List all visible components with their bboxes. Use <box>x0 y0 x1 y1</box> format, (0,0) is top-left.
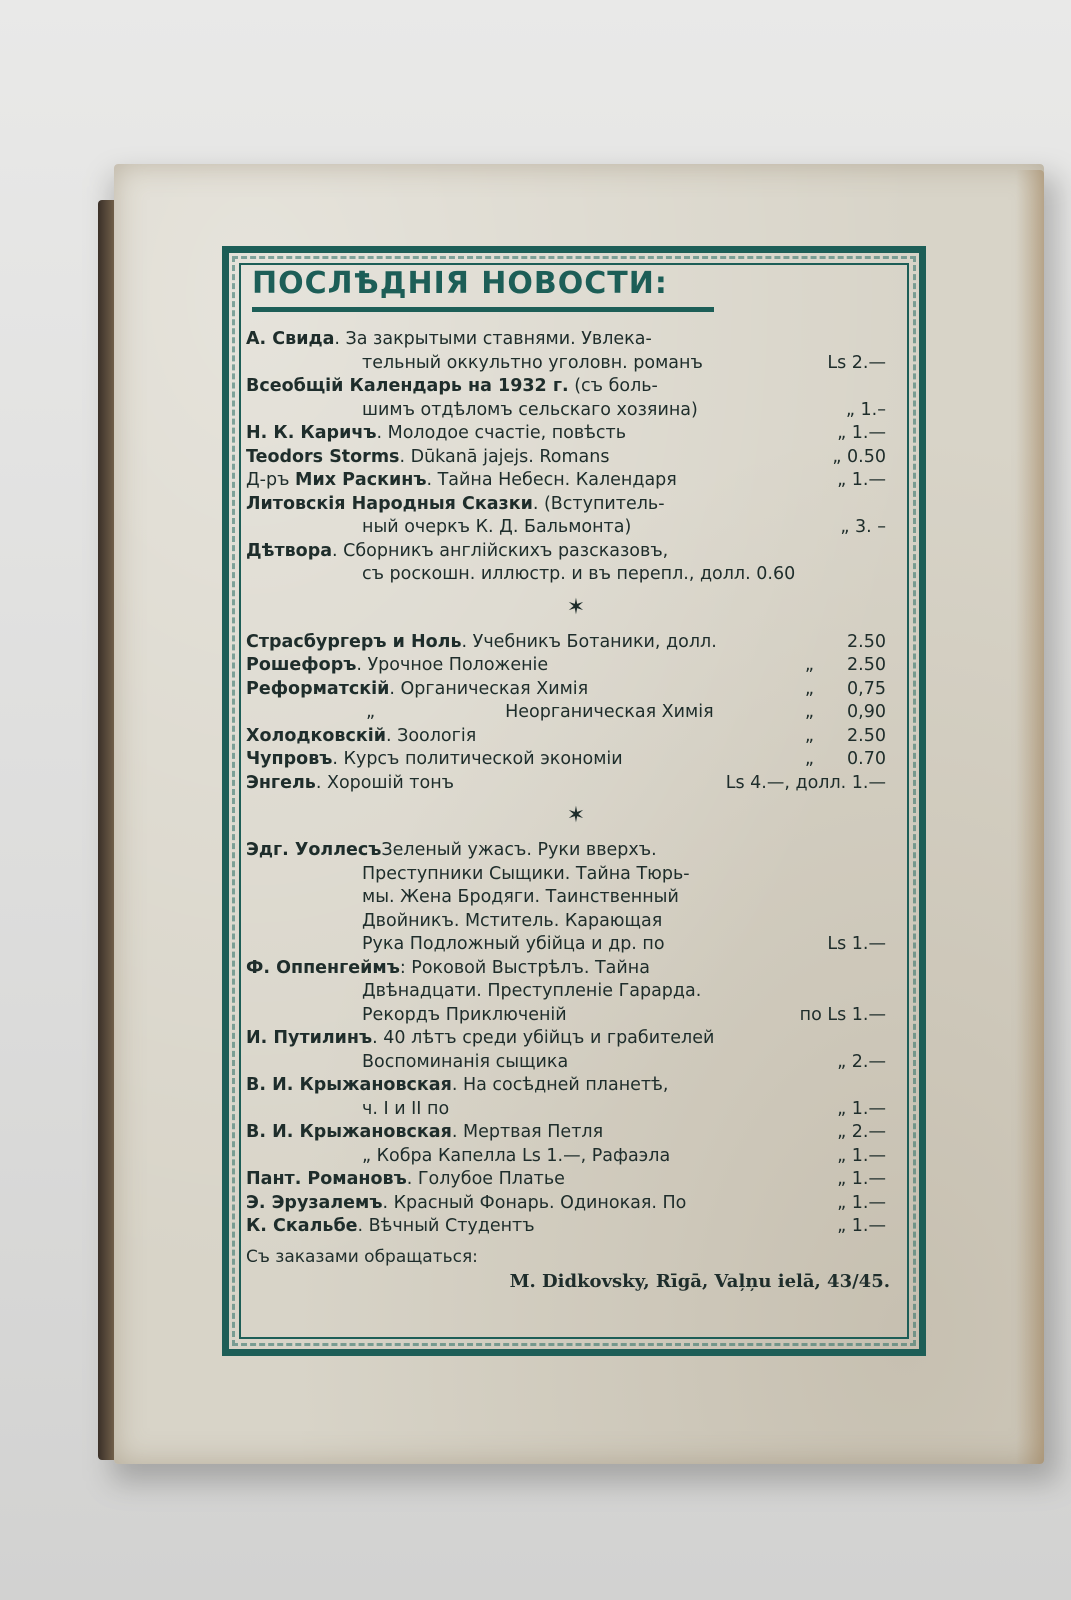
book-price: 2.50 <box>847 725 886 746</box>
catalog-entry <box>246 493 906 540</box>
entry-text <box>362 1051 568 1075</box>
ditto-mark: „ <box>804 725 814 746</box>
catalog-entry <box>246 654 906 678</box>
entry-line <box>246 1074 906 1098</box>
entry-text <box>246 469 677 493</box>
book-title: . Вѣчный Студентъ <box>357 1216 535 1236</box>
entry-line <box>246 910 906 934</box>
book-title: „ Кобра Капелла Ls 1.—, Рафаэла <box>362 1145 671 1166</box>
entry-text <box>246 1192 686 1216</box>
entry-text <box>246 1121 603 1145</box>
book-title: . На сосѣдней планетѣ, <box>451 1075 669 1095</box>
book-title: ч. I и II по <box>362 1098 450 1119</box>
book-title: тельный оккультно уголовн. романъ <box>362 352 703 373</box>
catalog-entry <box>246 328 906 375</box>
entry-text <box>362 399 698 423</box>
catalog-entry <box>246 772 906 796</box>
entry-line <box>246 540 906 564</box>
entry-text <box>246 328 652 352</box>
book-author: А. Свида <box>246 329 335 349</box>
book-title: . 40 лѣтъ среди убійцъ и грабителей <box>372 1028 715 1048</box>
entry-line <box>246 1051 906 1075</box>
book-author: К. Скальбе <box>246 1216 358 1236</box>
book-price: по Ls 1.— <box>799 1004 886 1025</box>
book-title: Двѣнадцати. Преступленіе Гарарда. <box>362 981 702 1001</box>
catalog-entry <box>246 446 906 470</box>
publisher-address: M. Didkovsky, Rīgā, Vaļņu ielā, 43/45. <box>509 1270 890 1292</box>
entry-text <box>246 1215 535 1239</box>
catalog-entry <box>246 469 906 493</box>
book-price: „ 1.— <box>837 1098 886 1119</box>
book-price: „ 1.— <box>837 1216 886 1236</box>
entry-text <box>246 839 657 863</box>
book-price: „ 3. – <box>840 517 886 537</box>
book-author: В. И. Крыжановская <box>246 1075 452 1095</box>
book-title: Двойникъ. Мститель. Карающая <box>362 910 663 931</box>
entry-text <box>246 748 623 772</box>
book-price: „ 1.— <box>837 1145 886 1166</box>
entry-line <box>246 1004 906 1028</box>
section-novels <box>246 839 906 1239</box>
book-title: . Dūkanā jajejs. Romans <box>399 446 610 467</box>
book-author: Рошефоръ <box>246 655 357 675</box>
book-title: . Молодое счастіе, повѣсть <box>376 423 627 443</box>
entry-text <box>362 980 701 1004</box>
entry-line <box>246 1192 906 1216</box>
book-author: Страсбургеръ и Ноль <box>246 631 462 652</box>
section-divider-star: ✶ <box>566 594 586 620</box>
entry-line <box>246 516 906 540</box>
ditto-mark: „ <box>804 678 814 699</box>
book-price: Ls 2.— <box>827 352 886 373</box>
book-price: 2.50 <box>847 631 886 652</box>
entry-line <box>246 933 906 957</box>
book-author: Холодковскій <box>246 725 386 746</box>
section-divider-star: ✶ <box>566 803 586 828</box>
book-edge <box>1016 170 1044 1464</box>
book-title: . (Вступитель- <box>532 493 665 514</box>
book-title: Зеленый ужасъ. Руки вверхъ. <box>381 840 657 860</box>
catalog-entry <box>246 957 906 1028</box>
entry-text <box>246 375 658 399</box>
book-author: И. Путилинъ <box>246 1028 373 1048</box>
entry-line <box>246 469 906 493</box>
entry-line <box>246 886 906 910</box>
book-title: . Тайна Небесн. Календаря <box>426 470 677 490</box>
book-price: 2.50 <box>847 655 886 675</box>
entry-text <box>246 1074 668 1098</box>
entry-text <box>362 863 690 887</box>
book-title: съ роскошн. иллюстр. и въ перепл., долл. 0.60 <box>362 564 796 584</box>
catalog-entry <box>246 1027 906 1074</box>
book-title: ный очеркъ К. Д. Бальмонта) <box>362 517 632 537</box>
book-author: В. И. Крыжановская <box>246 1122 452 1142</box>
page-title: ПОСЛѢДНІЯ НОВОСТИ: <box>252 266 668 301</box>
book-title: Рекордъ Приключеній <box>362 1004 567 1025</box>
catalog-entry <box>246 725 906 749</box>
entry-text <box>362 933 665 957</box>
book-price: „ 1.— <box>837 1169 886 1189</box>
book-author: Ф. Оппенгеймъ <box>246 957 400 978</box>
book-price: „ 2.— <box>837 1122 886 1142</box>
book-price: 0.70 <box>847 749 886 769</box>
book-title: . Мертвая Петля <box>451 1122 604 1142</box>
entry-line <box>246 839 906 863</box>
book-title: Воспоминанія сыщика <box>362 1051 569 1072</box>
ditto-mark: „ <box>804 655 814 675</box>
entry-text <box>246 422 626 446</box>
book-title: . Учебникъ Ботаники, долл. <box>461 631 717 652</box>
book-author: Teodors Storms <box>246 446 400 467</box>
entry-text <box>362 1004 567 1028</box>
book-price: 0,75 <box>847 678 886 699</box>
entry-line <box>246 1098 906 1122</box>
author-prefix: Д-ръ <box>246 470 296 490</box>
book-title: шимъ отдѣломъ сельскаго хозяина) <box>362 399 698 420</box>
entry-line <box>246 1168 906 1192</box>
book-price: „ 1.– <box>845 399 886 420</box>
book-title: . Курсъ политической экономіи <box>332 749 623 769</box>
book-author: Литовскія Народныя Сказки <box>246 493 533 514</box>
entry-line <box>246 1215 906 1239</box>
entry-line <box>246 493 906 517</box>
entry-text <box>246 701 714 725</box>
entry-text <box>246 631 717 655</box>
entry-text <box>362 1098 449 1122</box>
book-price: „ 1.— <box>837 1192 886 1213</box>
entry-text <box>246 493 665 517</box>
ditto-mark: „ <box>366 702 376 722</box>
catalog-entry <box>246 631 906 655</box>
catalog-entry <box>246 540 906 587</box>
entry-line <box>246 375 906 399</box>
entry-text <box>246 1027 714 1051</box>
book-title: Неорганическая Химія <box>505 702 714 722</box>
entry-text <box>362 352 703 376</box>
book-title: . Сборникъ англійскихъ разсказовъ, <box>332 540 669 561</box>
book-title: . Хорошій тонъ <box>315 772 454 793</box>
entry-line <box>246 1145 906 1169</box>
entry-text <box>246 957 650 981</box>
entry-line <box>246 957 906 981</box>
entry-text <box>246 772 454 796</box>
ditto-mark: „ <box>804 749 814 769</box>
entry-line <box>246 1027 906 1051</box>
entry-text <box>362 886 679 910</box>
book-title: Преступники Сыщики. Тайна Тюрь- <box>362 863 690 884</box>
section-new-books <box>246 328 906 587</box>
catalog-entry <box>246 1168 906 1192</box>
entry-line <box>246 328 906 352</box>
section-textbooks <box>246 631 906 796</box>
catalog-entry <box>246 375 906 422</box>
book-title: : Роковой Выстрѣлъ. Тайна <box>399 957 650 978</box>
book-title: Рука Подложный убійца и др. по <box>362 934 665 954</box>
catalog-entry <box>246 701 906 725</box>
ditto-mark: „ <box>804 702 814 722</box>
catalog-entry <box>246 422 906 446</box>
catalog-entry <box>246 1215 906 1239</box>
book-author: Дѣтвора <box>246 540 333 561</box>
book-author: Реформатскій <box>246 678 390 699</box>
book-title: . Красный Фонарь. Одинокая. По <box>382 1192 687 1213</box>
entry-line <box>246 399 906 423</box>
book-author: Э. Эрузалемъ <box>246 1192 383 1213</box>
entry-text <box>246 446 609 470</box>
book-price: „ 1.— <box>837 423 886 443</box>
catalog-entry <box>246 748 906 772</box>
entry-text <box>362 910 662 934</box>
book-author: Эдг. Уоллесъ <box>246 840 382 860</box>
entry-text <box>246 654 548 678</box>
book-title: . Зоологія <box>385 725 477 746</box>
entry-text <box>362 1145 670 1169</box>
catalog-entry <box>246 1074 906 1121</box>
entry-text <box>246 725 476 749</box>
catalog-entry <box>246 839 906 957</box>
entry-text <box>246 678 588 702</box>
book-title: . Урочное Положеніе <box>356 655 549 675</box>
catalog-entry <box>246 678 906 702</box>
book-author: Энгель <box>246 772 316 793</box>
book-author: Пант. Романовъ <box>246 1169 407 1189</box>
title-underline <box>252 307 714 312</box>
catalog-entry <box>246 1121 906 1168</box>
order-contact-label: Съ заказами обращаться: <box>246 1246 478 1267</box>
book-author: Всеобщій Календарь на 1932 г. <box>246 376 569 396</box>
entry-line <box>246 863 906 887</box>
book-title: . Органическая Химія <box>389 678 589 699</box>
book-price: Ls 1.— <box>827 934 886 954</box>
book-title: . Голубое Платье <box>406 1169 565 1189</box>
book-price: „ 2.— <box>837 1051 886 1072</box>
book-author: Мих Раскинъ <box>295 470 427 490</box>
book-title: . За закрытыми ставнями. Увлека- <box>334 329 652 349</box>
entry-line <box>246 422 906 446</box>
entry-line <box>246 980 906 1004</box>
entry-text <box>362 516 631 540</box>
book-author: Н. К. Каричъ <box>246 423 377 443</box>
catalog-entry <box>246 1192 906 1216</box>
book-price: „ 1.— <box>837 470 886 490</box>
entry-line <box>246 1121 906 1145</box>
entry-line <box>246 446 906 470</box>
book-price: „ 0.50 <box>832 446 886 467</box>
book-price: Ls 4.—, долл. 1.— <box>725 772 886 793</box>
book-title: (съ боль- <box>568 376 658 396</box>
book-price: 0,90 <box>847 702 886 722</box>
book-title: мы. Жена Бродяги. Таинственный <box>362 887 679 907</box>
entry-text <box>362 563 795 587</box>
book-author: Чупровъ <box>246 749 333 769</box>
entry-text <box>246 540 668 564</box>
advertisement-content <box>246 266 906 1295</box>
entry-line <box>246 352 906 376</box>
entry-text <box>246 1168 565 1192</box>
entry-line <box>246 563 906 587</box>
